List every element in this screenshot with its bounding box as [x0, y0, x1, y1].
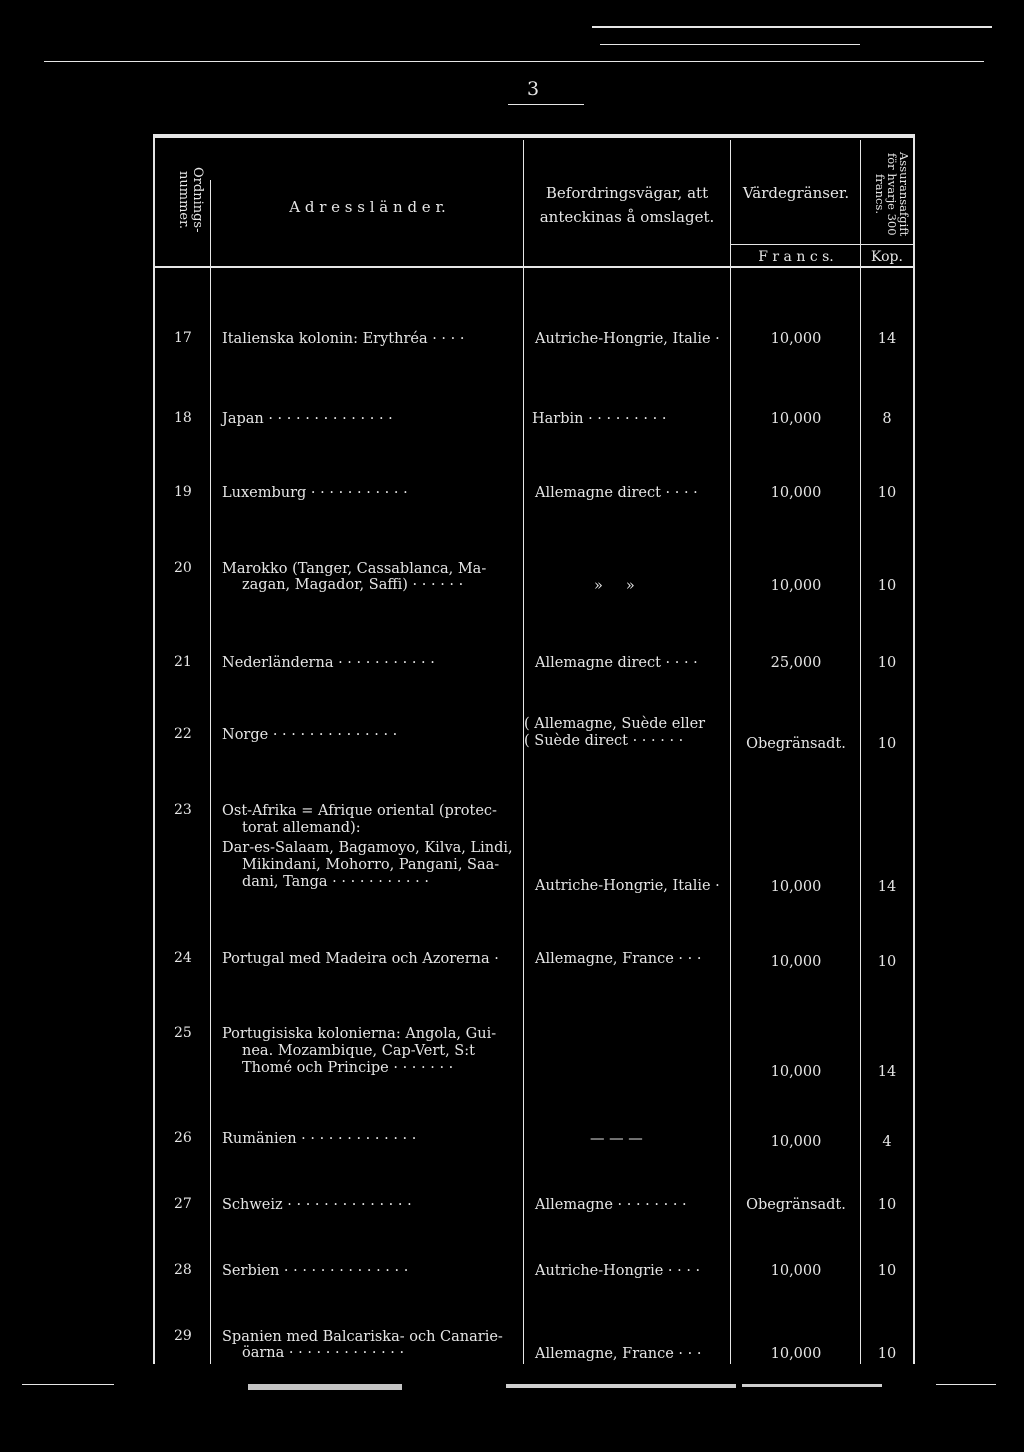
col-divider-1 — [210, 180, 211, 1364]
page-number: 3 — [526, 78, 540, 100]
bottom-rule-left — [22, 1384, 114, 1385]
row-17-value: 10,000 — [770, 331, 822, 347]
row-26-number: 26 — [174, 1130, 192, 1146]
row-22-number: 22 — [174, 726, 192, 742]
row-23-country-line-4: Mikindani, Mohorro, Pangani, Saa- — [242, 857, 500, 873]
row-17-route: Autriche-Hongrie, Italie · — [535, 331, 720, 347]
row-26-route: — — — — [590, 1131, 643, 1147]
col-divider-4 — [860, 140, 861, 1364]
row-25-country-line-2: nea. Mozambique, Cap-Vert, S:t — [242, 1043, 475, 1059]
row-23-route: Autriche-Hongrie, Italie · — [535, 878, 720, 894]
row-27-fee: 10 — [877, 1197, 897, 1213]
top-rule-1 — [592, 26, 992, 28]
table-right-border — [913, 136, 915, 1364]
header-value-unit: F r a n c s. — [758, 249, 834, 265]
header-order-number: Ordnings- nummer. — [176, 167, 205, 233]
header-bottom-rule — [153, 266, 915, 268]
table-top-border — [153, 134, 915, 138]
row-26-fee: 4 — [882, 1134, 892, 1150]
row-22-fee: 10 — [877, 736, 897, 752]
row-23-country-line-1: Ost-Afrika = Afrique oriental (protec- — [222, 803, 497, 819]
row-20-fee: 10 — [877, 578, 897, 594]
row-27-value: Obegränsadt. — [746, 1197, 846, 1213]
row-24-route: Allemagne, France · · · — [535, 951, 702, 967]
row-19-value: 10,000 — [770, 485, 822, 501]
page-number-rule — [508, 104, 584, 105]
row-27-route: Allemagne · · · · · · · · — [535, 1197, 687, 1213]
row-21-number: 21 — [174, 654, 192, 670]
bottom-scan-mark-3 — [742, 1384, 882, 1387]
row-20-country-line-2: zagan, Magador, Saffi) · · · · · · — [242, 577, 464, 593]
header-route-line-1: Befordringsvägar, att — [545, 184, 709, 202]
row-18-number: 18 — [174, 410, 192, 426]
row-25-fee: 14 — [877, 1064, 897, 1080]
row-17-country: Italienska kolonin: Erythréa · · · · — [222, 331, 465, 347]
row-26-country: Rumänien · · · · · · · · · · · · · — [222, 1131, 417, 1147]
row-29-fee: 10 — [877, 1346, 897, 1362]
row-21-route: Allemagne direct · · · · — [535, 655, 698, 671]
row-19-route: Allemagne direct · · · · — [535, 485, 698, 501]
row-24-number: 24 — [174, 950, 192, 966]
row-23-fee: 14 — [877, 879, 897, 895]
row-23-country-line-2: torat allemand): — [242, 820, 361, 836]
bottom-scan-mark-2 — [506, 1384, 736, 1388]
row-21-fee: 10 — [877, 655, 897, 671]
row-20-value: 10,000 — [770, 578, 822, 594]
row-27-country: Schweiz · · · · · · · · · · · · · · — [222, 1197, 412, 1213]
row-23-country-line-5: dani, Tanga · · · · · · · · · · · — [242, 874, 429, 890]
row-28-country: Serbien · · · · · · · · · · · · · · — [222, 1263, 409, 1279]
row-20-number: 20 — [174, 560, 192, 576]
row-20-route: » » — [594, 578, 635, 594]
row-29-route: Allemagne, France · · · — [535, 1346, 702, 1362]
row-24-fee: 10 — [877, 954, 897, 970]
row-21-value: 25,000 — [770, 655, 822, 671]
header-value-limits: Värdegränser. — [742, 184, 850, 202]
col-divider-3 — [730, 140, 731, 1364]
row-17-number: 17 — [174, 330, 192, 346]
row-25-number: 25 — [174, 1025, 192, 1041]
row-25-country-line-3: Thomé och Principe · · · · · · · — [242, 1060, 454, 1076]
header-fee-unit: Kop. — [871, 249, 903, 265]
row-25-value: 10,000 — [770, 1064, 822, 1080]
header-sub-rule — [731, 244, 913, 245]
row-27-number: 27 — [174, 1196, 192, 1212]
row-18-route: Harbin · · · · · · · · · — [532, 411, 667, 427]
row-25-country-line-1: Portugisiska kolonierna: Angola, Gui- — [222, 1026, 497, 1042]
bottom-rule-right — [936, 1384, 996, 1385]
row-29-value: 10,000 — [770, 1346, 822, 1362]
row-26-value: 10,000 — [770, 1134, 822, 1150]
header-address-countries: A d r e s s l ä n d e r. — [289, 198, 446, 216]
row-23-value: 10,000 — [770, 879, 822, 895]
row-22-value: Obegränsadt. — [746, 736, 846, 752]
row-20-country-line-1: Marokko (Tanger, Cassablanca, Ma- — [222, 561, 487, 577]
header-route-line-2: anteckinas å omslaget. — [539, 208, 715, 226]
row-18-country: Japan · · · · · · · · · · · · · · — [222, 411, 393, 427]
col-divider-2 — [523, 140, 524, 1364]
row-22-route-line-2: ( Suède direct · · · · · · — [524, 733, 684, 749]
row-24-country: Portugal med Madeira och Azorerna · — [222, 951, 499, 967]
top-rule-3 — [600, 44, 860, 45]
row-23-country-line-3: Dar-es-Salaam, Bagamoyo, Kilva, Lindi, — [222, 840, 513, 856]
row-21-country: Nederländerna · · · · · · · · · · · — [222, 655, 435, 671]
row-28-fee: 10 — [877, 1263, 897, 1279]
row-22-country: Norge · · · · · · · · · · · · · · — [222, 727, 398, 743]
row-28-number: 28 — [174, 1262, 192, 1278]
row-19-fee: 10 — [877, 485, 897, 501]
row-19-number: 19 — [174, 484, 192, 500]
row-23-number: 23 — [174, 802, 192, 818]
row-24-value: 10,000 — [770, 954, 822, 970]
bottom-scan-mark-1 — [248, 1384, 402, 1390]
row-19-country: Luxemburg · · · · · · · · · · · — [222, 485, 408, 501]
top-rule-2 — [44, 61, 984, 62]
row-22-route-line-1: ( Allemagne, Suède eller — [524, 716, 706, 732]
row-29-country-line-1: Spanien med Balcariska- och Canarie- — [222, 1329, 503, 1345]
row-29-number: 29 — [174, 1328, 192, 1344]
row-17-fee: 14 — [877, 331, 897, 347]
row-18-value: 10,000 — [770, 411, 822, 427]
row-28-route: Autriche-Hongrie · · · · — [535, 1263, 701, 1279]
row-29-country-line-2: öarna · · · · · · · · · · · · · — [242, 1345, 405, 1361]
table-left-border — [153, 136, 155, 1364]
header-insurance-fee: Assuransafgift för hvarje 300 francs. — [873, 151, 911, 237]
row-18-fee: 8 — [882, 411, 892, 427]
row-28-value: 10,000 — [770, 1263, 822, 1279]
